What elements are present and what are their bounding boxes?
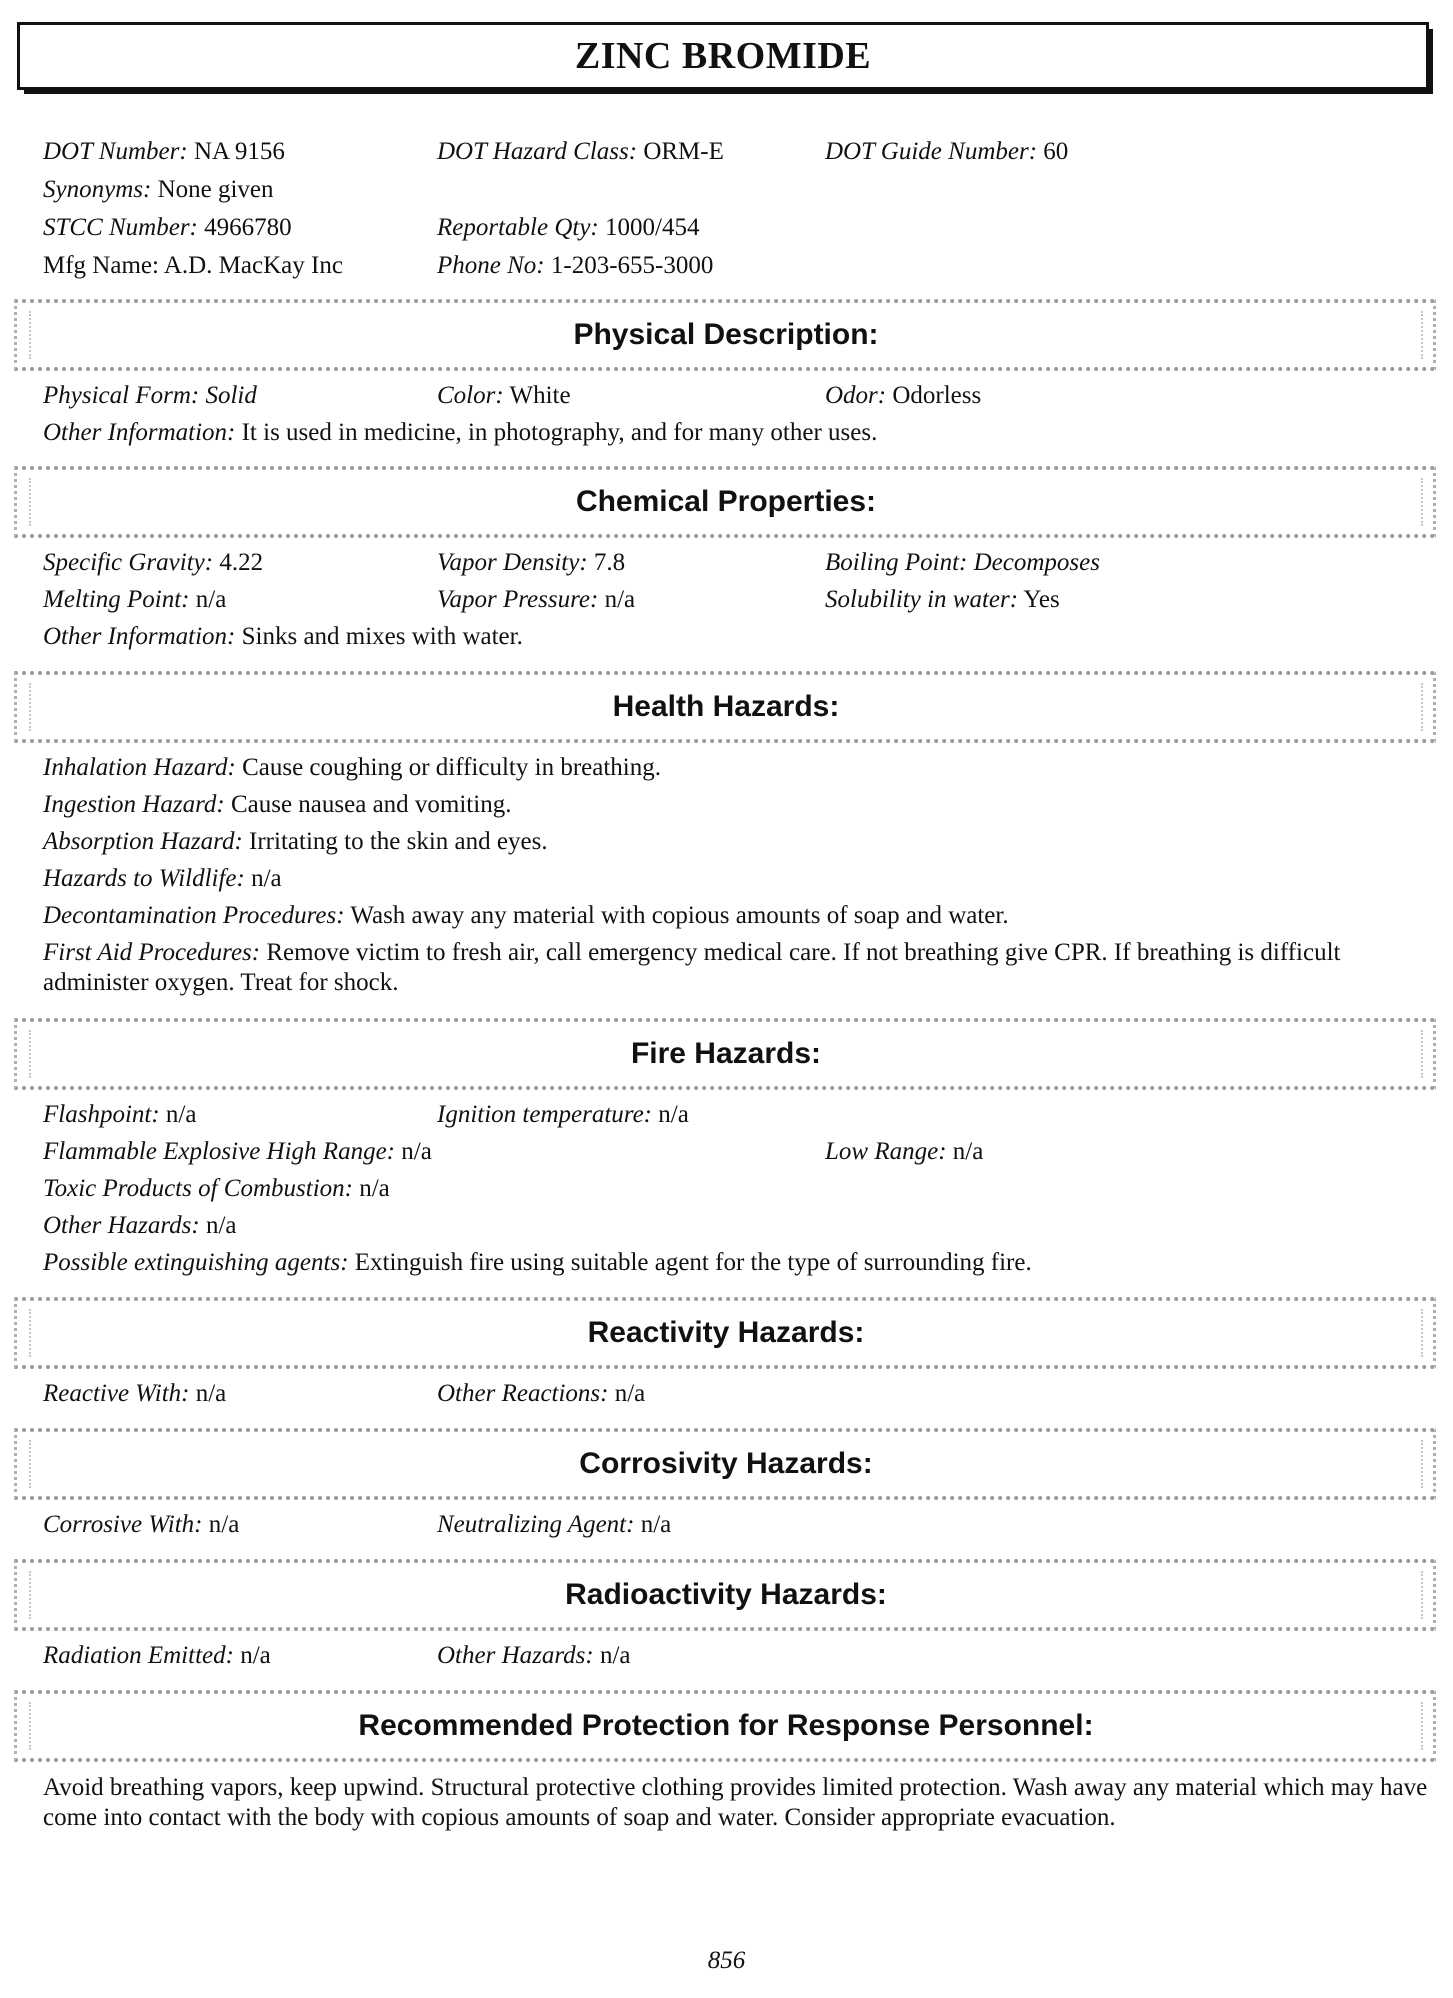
physical-other-value: It is used in medicine, in photography, and for many other uses.	[241, 419, 878, 446]
corrosive-with-value: n/a	[208, 1511, 240, 1538]
radio-other-hazards-value: n/a	[599, 1642, 631, 1669]
odor-value: Odorless	[892, 382, 982, 409]
mfg-name-field	[43, 251, 343, 281]
radio-other-hazards-field	[437, 1641, 631, 1671]
low-range-value: n/a	[952, 1138, 984, 1165]
dot-guide-number-field	[825, 137, 1068, 167]
reportable-qty-label: Reportable Qty:	[437, 214, 599, 241]
color-label: Color:	[437, 382, 504, 409]
physical-description-title: Physical Description:	[573, 318, 879, 351]
phone-no-field	[437, 251, 713, 281]
boiling-point-label: Boiling Point:	[825, 549, 968, 576]
radiation-emitted-label: Radiation Emitted:	[43, 1642, 234, 1669]
inhalation-hazard-label: Inhalation Hazard:	[43, 754, 236, 781]
neutralizing-agent-value: n/a	[640, 1511, 672, 1538]
specific-gravity-value: 4.22	[219, 549, 264, 576]
first-aid-value: Remove victim to fresh air, call emergency medical care. If not breathing give CPR. If breathing is difficult administer oxygen. Treat for shock.	[43, 939, 1341, 996]
chemical-properties-title: Chemical Properties:	[575, 485, 877, 518]
vapor-pressure-field	[437, 585, 635, 615]
phone-no-value: 1-203-655-3000	[550, 252, 714, 279]
reactivity-hazards-title: Reactivity Hazards:	[587, 1316, 865, 1349]
physical-description-header	[14, 299, 1436, 371]
fire-other-hazards-value: n/a	[205, 1212, 237, 1239]
health-hazards-title: Health Hazards:	[612, 690, 840, 723]
mfg-name-label: Mfg Name:	[43, 252, 159, 279]
protection-header	[14, 1690, 1436, 1762]
physical-other-label: Other Information:	[43, 419, 236, 446]
flashpoint-label: Flashpoint:	[43, 1101, 160, 1128]
odor-field	[825, 381, 981, 411]
corrosivity-hazards-header	[14, 1428, 1436, 1500]
dot-hazard-class-field	[437, 137, 724, 167]
first-aid-field	[43, 938, 1428, 998]
flashpoint-field	[43, 1100, 196, 1130]
low-range-label: Low Range:	[825, 1138, 947, 1165]
physical-form-field	[43, 381, 257, 411]
radioactivity-hazards-title: Radioactivity Hazards:	[565, 1578, 887, 1611]
other-reactions-label: Other Reactions:	[437, 1380, 609, 1407]
synonyms-label: Synonyms:	[43, 176, 152, 203]
other-reactions-field	[437, 1379, 645, 1409]
inhalation-hazard-value: Cause coughing or difficulty in breathing.	[242, 754, 661, 781]
high-range-label: Flammable Explosive High Range:	[43, 1138, 395, 1165]
title-box	[17, 22, 1429, 90]
radio-other-hazards-label: Other Hazards:	[437, 1642, 594, 1669]
vapor-density-value: 7.8	[593, 549, 626, 576]
absorption-hazard-field	[43, 827, 548, 857]
solubility-field	[825, 585, 1060, 615]
color-field	[437, 381, 571, 411]
radiation-emitted-field	[43, 1641, 271, 1671]
physical-other-field	[43, 418, 877, 448]
solubility-label: Solubility in water:	[825, 586, 1019, 613]
boiling-point-field	[825, 548, 1100, 578]
vapor-pressure-label: Vapor Pressure:	[437, 586, 599, 613]
dot-number-value: NA 9156	[193, 138, 285, 165]
color-value: White	[509, 382, 571, 409]
absorption-hazard-value: Irritating to the skin and eyes.	[249, 828, 548, 855]
melting-point-label: Melting Point:	[43, 586, 190, 613]
ignition-temperature-field	[437, 1100, 689, 1130]
melting-point-value: n/a	[195, 586, 227, 613]
first-aid-label: First Aid Procedures:	[43, 939, 261, 966]
vapor-density-label: Vapor Density:	[437, 549, 588, 576]
corrosivity-hazards-title: Corrosivity Hazards:	[579, 1447, 873, 1480]
ignition-temperature-label: Ignition temperature:	[437, 1101, 653, 1128]
corrosive-with-field	[43, 1510, 239, 1540]
boiling-point-value: Decomposes	[973, 549, 1100, 576]
protection-title: Recommended Protection for Response Personnel:	[358, 1709, 1094, 1742]
neutralizing-agent-field	[437, 1510, 671, 1540]
phone-no-label: Phone No:	[437, 252, 545, 279]
reactive-with-label: Reactive With:	[43, 1380, 190, 1407]
vapor-pressure-value: n/a	[604, 586, 636, 613]
reactive-with-value: n/a	[195, 1380, 227, 1407]
health-hazards-header	[14, 671, 1436, 743]
absorption-hazard-label: Absorption Hazard:	[43, 828, 243, 855]
reactive-with-field	[43, 1379, 226, 1409]
ingestion-hazard-label: Ingestion Hazard:	[43, 791, 225, 818]
reportable-qty-value: 1000/454	[605, 214, 700, 241]
high-range-value: n/a	[401, 1138, 432, 1165]
reportable-qty-field	[437, 213, 699, 243]
toxic-products-field	[43, 1174, 390, 1204]
wildlife-hazard-value: n/a	[251, 865, 282, 892]
fire-other-hazards-label: Other Hazards:	[43, 1212, 200, 1239]
dot-hazard-class-value: ORM-E	[643, 138, 724, 165]
odor-label: Odor:	[825, 382, 887, 409]
chemical-properties-header	[14, 466, 1436, 538]
specific-gravity-label: Specific Gravity:	[43, 549, 214, 576]
dot-guide-number-label: DOT Guide Number:	[825, 138, 1038, 165]
wildlife-hazard-field	[43, 864, 282, 894]
mfg-name-value: A.D. MacKay Inc	[163, 252, 343, 279]
page-title: ZINC BROMIDE	[574, 35, 872, 77]
dot-number-field	[43, 137, 285, 167]
solubility-value: Yes	[1023, 586, 1060, 613]
decontamination-value: Wash away any material with copious amounts of soap and water.	[350, 902, 1009, 929]
neutralizing-agent-label: Neutralizing Agent:	[437, 1511, 635, 1538]
reactivity-hazards-header	[14, 1297, 1436, 1369]
physical-form-label: Physical Form:	[43, 382, 200, 409]
low-range-field	[825, 1137, 983, 1167]
toxic-products-value: n/a	[359, 1175, 390, 1202]
extinguishing-agents-value: Extinguish fire using suitable agent for the type of surrounding fire.	[354, 1249, 1032, 1276]
protection-text: Avoid breathing vapors, keep upwind. Structural protective clothing provides limited protection. Wash away any material which may have come into contact with the body with copious amounts of soap and water. Consider appropriate evacuation.	[43, 1774, 1428, 1831]
dot-hazard-class-label: DOT Hazard Class:	[437, 138, 638, 165]
physical-form-value: Solid	[205, 382, 257, 409]
chemical-other-field	[43, 622, 523, 652]
extinguishing-agents-field	[43, 1248, 1032, 1278]
high-range-field	[43, 1137, 432, 1167]
fire-hazards-header	[14, 1018, 1436, 1090]
specific-gravity-field	[43, 548, 263, 578]
stcc-number-value: 4966780	[204, 214, 292, 241]
decontamination-label: Decontamination Procedures:	[43, 902, 345, 929]
dot-number-label: DOT Number:	[43, 138, 188, 165]
page-number: 856	[707, 1947, 746, 1974]
radiation-emitted-value: n/a	[240, 1642, 271, 1669]
melting-point-field	[43, 585, 226, 615]
ignition-temperature-value: n/a	[658, 1101, 689, 1128]
stcc-number-label: STCC Number:	[43, 214, 198, 241]
radioactivity-hazards-header	[14, 1559, 1436, 1631]
toxic-products-label: Toxic Products of Combustion:	[43, 1175, 353, 1202]
corrosive-with-label: Corrosive With:	[43, 1511, 203, 1538]
extinguishing-agents-label: Possible extinguishing agents:	[43, 1249, 349, 1276]
synonyms-field	[43, 175, 274, 205]
chemical-other-value: Sinks and mixes with water.	[241, 623, 523, 650]
wildlife-hazard-label: Hazards to Wildlife:	[43, 865, 245, 892]
stcc-number-field	[43, 213, 292, 243]
chemical-other-label: Other Information:	[43, 623, 236, 650]
dot-guide-number-value: 60	[1043, 138, 1069, 165]
synonyms-value: None given	[157, 176, 274, 203]
other-reactions-value: n/a	[614, 1380, 646, 1407]
fire-hazards-title: Fire Hazards:	[630, 1037, 822, 1070]
ingestion-hazard-value: Cause nausea and vomiting.	[230, 791, 512, 818]
flashpoint-value: n/a	[165, 1101, 197, 1128]
inhalation-hazard-field	[43, 753, 661, 783]
ingestion-hazard-field	[43, 790, 511, 820]
decontamination-field	[43, 901, 1009, 931]
vapor-density-field	[437, 548, 625, 578]
fire-other-hazards-field	[43, 1211, 237, 1241]
